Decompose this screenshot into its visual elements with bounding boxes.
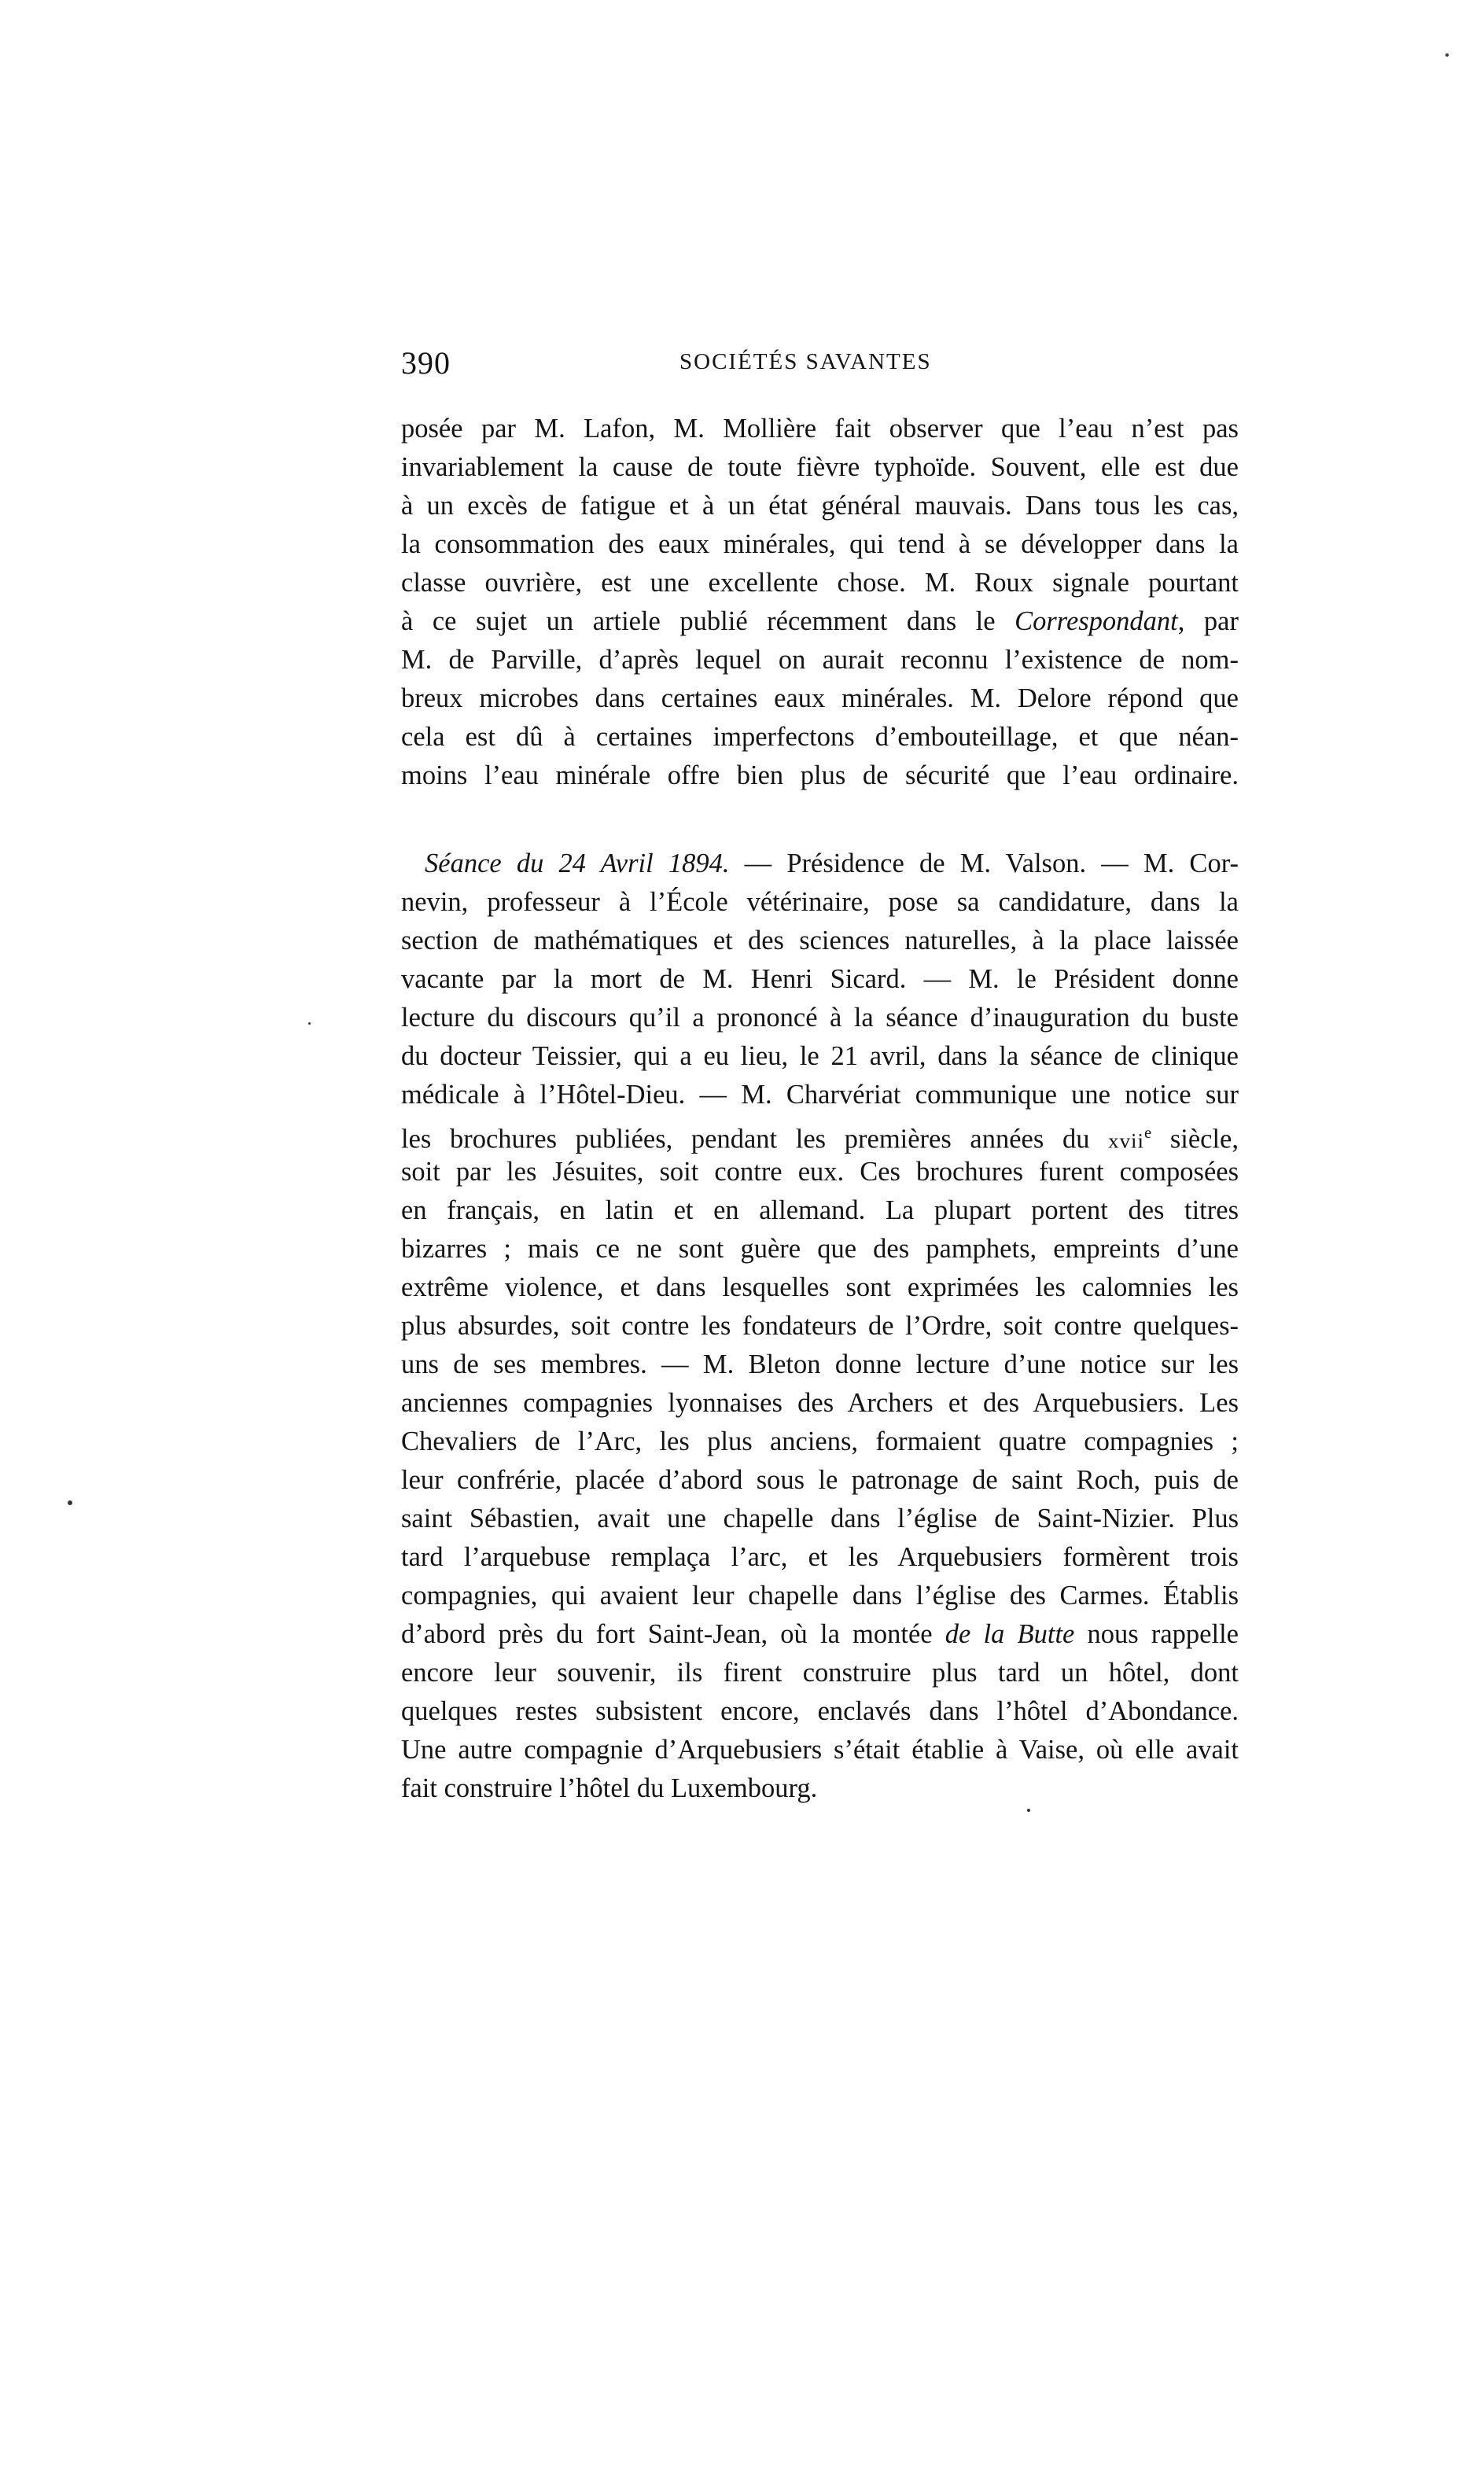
text-line: du docteur Teissier, qui a eu lieu, le 21 avril, dans la séance de clinique	[401, 1041, 1239, 1071]
text-line: lecture du discours qu’il a prononcé à la séance d’inauguration du buste	[401, 1003, 1239, 1033]
text-line: fait construire l’hôtel du Luxembourg.	[401, 1773, 818, 1803]
text-fragment: — Présidence de M. Valson. — M. Cor-	[729, 849, 1239, 878]
text-line: section de mathématiques et des sciences naturelles, à la place laissée	[401, 926, 1239, 955]
text-line: quelques restes subsistent encore, enclavés dans l’hôtel d’Abondance.	[401, 1696, 1239, 1726]
paragraph-seance-24-avril	[401, 845, 1239, 1808]
text-line: Chevaliers de l’Arc, les plus anciens, formaient quatre compagnies ;	[401, 1427, 1239, 1456]
text-line: breux microbes dans certaines eaux minérales. M. Delore répond que	[401, 683, 1239, 713]
running-head	[401, 344, 1239, 392]
page-number: 390	[401, 345, 451, 381]
running-title: SOCIÉTÉS SAVANTES	[679, 349, 932, 374]
text-line: saint Sébastien, avait une chapelle dans l’église de Saint-Nizier. Plus	[401, 1504, 1239, 1533]
text-fragment: les brochures publiées, pendant les premières années du	[401, 1124, 1109, 1154]
text-line: classe ouvrière, est une excellente chose. M. Roux signale pourtant	[401, 568, 1239, 598]
scan-speck	[1445, 53, 1449, 57]
text-line: compagnies, qui avaient leur chapelle dans l’église des Carmes. Établis	[401, 1581, 1239, 1611]
text-line: anciennes compagnies lyonnaises des Archers et des Arquebusiers. Les	[401, 1388, 1239, 1418]
scan-speck	[308, 1022, 311, 1025]
text-line-montee	[401, 1615, 1239, 1654]
seance-heading: Séance du 24 Avril 1894.	[425, 849, 730, 878]
text-line: moins l’eau minérale offre bien plus de sécurité que l’eau ordinaire.	[401, 760, 1239, 790]
text-line-century	[401, 1114, 1239, 1153]
text-line-with-journal	[401, 602, 1239, 641]
text-line: posée par M. Lafon, M. Mollière fait observer que l’eau n’est pas	[401, 414, 1239, 444]
text-line: la consommation des eaux minérales, qui tend à se développer dans la	[401, 529, 1239, 559]
text-fragment: nous rappelle	[1074, 1619, 1239, 1649]
century-numeral: xvii	[1108, 1128, 1144, 1153]
century-superscript: e	[1143, 1125, 1152, 1142]
text-line: en français, en latin et en allemand. La plupart portent des titres	[401, 1195, 1239, 1225]
text-line: M. de Parville, d’après lequel on aurait reconnu l’existence de nom-	[401, 645, 1239, 675]
text-line-seance-heading	[401, 845, 1239, 883]
scan-speck	[1027, 1809, 1030, 1812]
text-line: Une autre compagnie d’Arquebusiers s’était établie à Vaise, où elle avait	[401, 1735, 1239, 1765]
text-fragment: siècle,	[1151, 1124, 1239, 1154]
text-line: invariablement la cause de toute fièvre typhoïde. Souvent, elle est due	[401, 452, 1239, 482]
text-line: encore leur souvenir, ils firent construire plus tard un hôtel, dont	[401, 1658, 1239, 1688]
text-line: tard l’arquebuse remplaça l’arc, et les Arquebusiers formèrent trois	[401, 1542, 1239, 1572]
paragraph-meeting-continuation	[401, 410, 1239, 795]
text-line: à un excès de fatigue et à un état général mauvais. Dans tous les cas,	[401, 491, 1239, 521]
text-fragment: , par	[1177, 606, 1239, 636]
text-line: extrême violence, et dans lesquelles sont exprimées les calomnies les	[401, 1272, 1239, 1302]
text-line: vacante par la mort de M. Henri Sicard. — M. le Président donne	[401, 964, 1239, 994]
text-fragment: d’abord près du fort Saint-Jean, où la montée	[401, 1619, 945, 1649]
text-line: plus absurdes, soit contre les fondateurs de l’Ordre, soit contre quelques-	[401, 1311, 1239, 1341]
text-line: uns de ses membres. — M. Bleton donne lecture d’une notice sur les	[401, 1349, 1239, 1379]
text-line: cela est dû à certaines imperfectons d’embouteillage, et que néan-	[401, 722, 1239, 752]
text-line: bizarres ; mais ce ne sont guère que des pamphets, empreints d’une	[401, 1234, 1239, 1264]
text-fragment: à ce sujet un artiele publié récemment dans le	[401, 606, 1015, 636]
scan-speck	[68, 1500, 72, 1505]
text-line: leur confrérie, placée d’abord sous le patronage de saint Roch, puis de	[401, 1465, 1239, 1495]
text-line: nevin, professeur à l’École vétérinaire, pose sa candidature, dans la	[401, 887, 1239, 917]
text-line: soit par les Jésuites, soit contre eux. Ces brochures furent composées	[401, 1157, 1239, 1187]
place-name-italic: de la Butte	[945, 1619, 1075, 1649]
journal-title: Correspondant	[1014, 606, 1178, 636]
text-line: médicale à l’Hôtel-Dieu. — M. Charvériat communique une notice sur	[401, 1080, 1239, 1110]
